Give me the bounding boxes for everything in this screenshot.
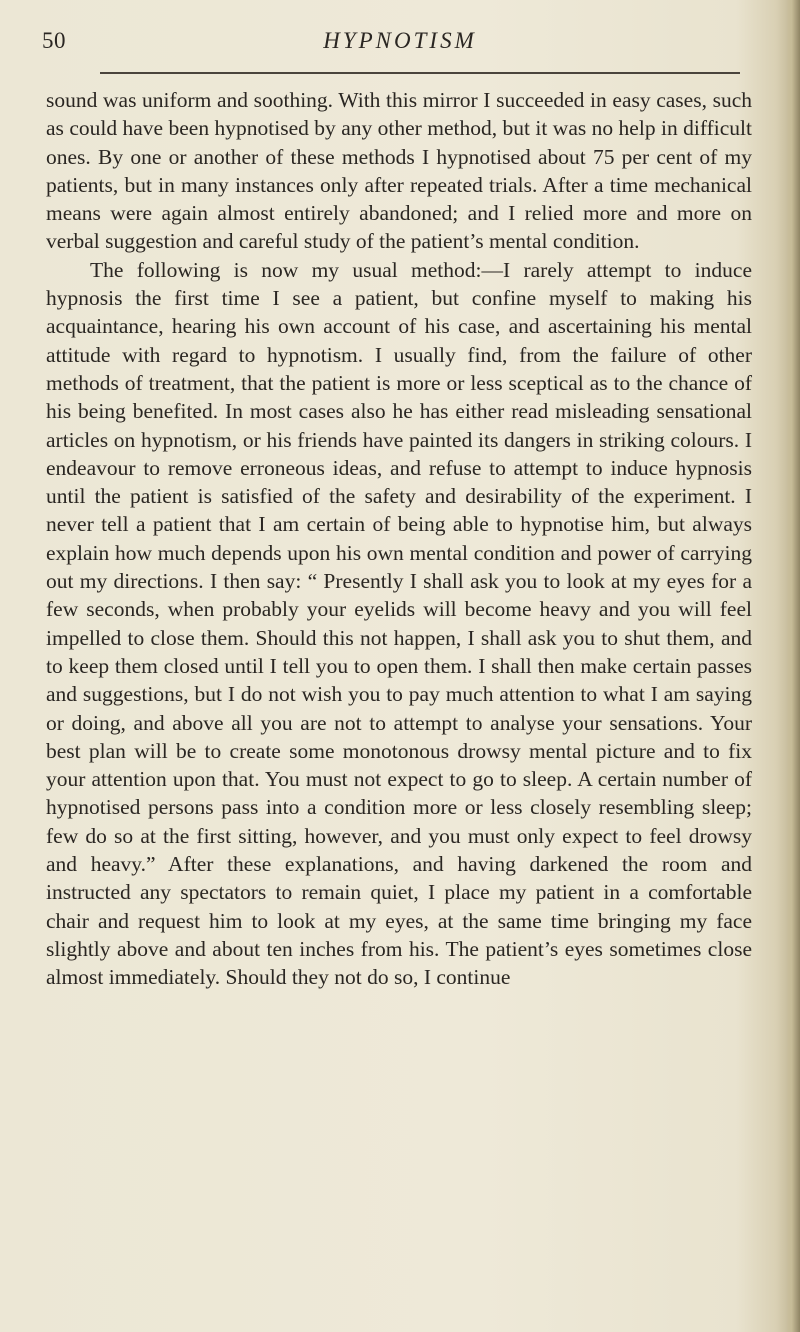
page-edge-shadow xyxy=(786,0,800,1332)
running-head: HYPNOTISM xyxy=(323,28,477,53)
paragraph: sound was uniform and soothing. With this mirror I succeeded in easy cases, such as could have been hypnotised by any other method, but it was no help in difficult ones. By one or another of these methods I hypnotised about 75 per cent of my patients, but in many instances only after repeated trials. After a time mechanical means were again almost entirely abandoned; and I relied more and more on verbal suggestion and careful study of the patient’s mental condition. xyxy=(46,88,752,254)
header-rule xyxy=(100,72,740,74)
page-header xyxy=(0,22,800,62)
page-number: 50 xyxy=(42,28,66,53)
paragraph: The following is now my usual method:—I rarely attempt to induce hypnosis the first time I see a patient, but confine myself to making his acquaintance, hearing his own account of his case, and ascertaining his mental attitude with regard to hypnotism. I usually find, from the failure of other methods of treatment, that the patient is more or less sceptical as to the chance of his being benefited. In most cases also he has either read misleading sensational articles on hypnotism, or his friends have painted its dangers in striking colours. I endeavour to remove erroneous ideas, and refuse to attempt to induce hypnosis until the patient is satisfied of the safety and desirability of the experiment. I never tell a patient that I am certain of being able to hypnotise him, but always explain how much depends upon his own mental condition and power of carrying out my directions. I then say: “ Presently I shall ask you to look at my eyes for a few seconds, when probably your eyelids will become heavy and you will feel impelled to close them. Should this not happen, I shall ask you to shut them, and to keep them closed until I tell you to open them. I shall then make certain passes and suggestions, but I do not wish you to pay much attention to what I am saying or doing, and above all you are not to attempt to analyse your sensations. Your best plan will be to create some monotonous drowsy mental picture and to fix your attention upon that. You must not expect to go to sleep. A certain number of hypnotised persons pass into a condition more or less closely resembling sleep; few do so at the first sitting, however, and you must only expect to feel drowsy and heavy.” After these explanations, and having darkened the room and instructed any spectators to remain quiet, I place my patient in a comfortable chair and request him to look at my eyes, at the same time bringing my face slightly above and about ten inches from his. The patient’s eyes sometimes close almost immediately. Should they not do so, I continue xyxy=(46,257,752,990)
body-text xyxy=(46,86,752,992)
